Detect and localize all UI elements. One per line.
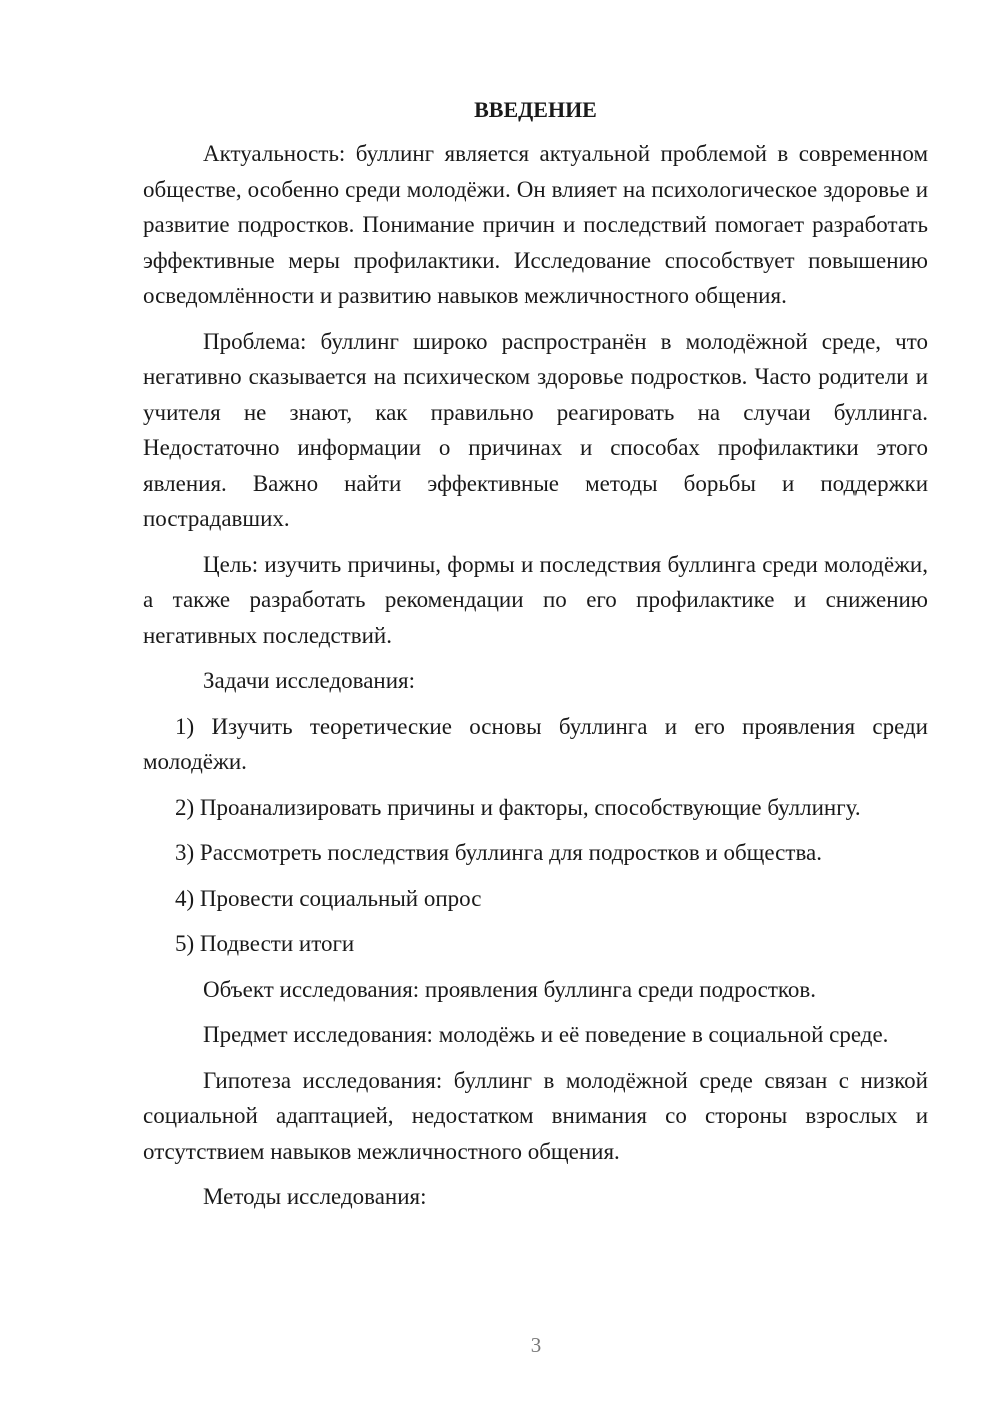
task-item-4: 4) Провести социальный опрос (175, 885, 482, 911)
section-title: ВВЕДЕНИЕ (474, 97, 597, 122)
page-number: 3 (530, 1333, 542, 1357)
page-content (143, 90, 928, 1225)
tasks-heading: Задачи исследования: (203, 668, 416, 693)
task-item-1: 1) Изучить теоретические основы буллинга и его проявления среди молодёжи. (143, 713, 928, 774)
paragraph-relevance: Актуальность: буллинг является актуальной проблемой в современном обществе, особенно среди молодёжи. Он влияет на психологическое здоровье и развитие подростков. Понимание причин и последствий помогает разработать эффективные меры профилактики. Исследование способствует повышению осведомлённости и развитию навыков межличностного общения. (143, 141, 928, 308)
task-item-3: 3) Рассмотреть последствия буллинга для подростков и общества. (175, 840, 822, 865)
task-item-2: 2) Проанализировать причины и факторы, способствующие буллингу. (175, 794, 861, 820)
paragraph-object: Объект исследования: проявления буллинга среди подростков. (203, 976, 817, 1002)
paragraph-hypothesis: Гипотеза исследования: буллинг в молодёжной среде связан с низкой социальной адаптацией, недостатком внимания со стороны взрослых и отсутствием навыков межличностного общения. (143, 1067, 928, 1164)
paragraph-goal: Цель: изучить причины, формы и последствия буллинга среди молодёжи, а также разработать рекомендации по его профилактике и снижению негативных последствий. (143, 551, 928, 648)
methods-heading: Методы исследования: (203, 1184, 427, 1209)
task-item-5: 5) Подвести итоги (175, 931, 355, 956)
paragraph-problem: Проблема: буллинг широко распространён в молодёжной среде, что негативно сказывается на психическом здоровье подростков. Часто родители и учителя не знают, как правильно реагировать на случаи буллинга. Недостаточно информации о причинах и способах профилактики этого явления. Важно найти эффективные методы борьбы и поддержки пострадавших. (143, 328, 928, 531)
paragraph-subject: Предмет исследования: молодёжь и её поведение в социальной среде. (203, 1022, 889, 1047)
